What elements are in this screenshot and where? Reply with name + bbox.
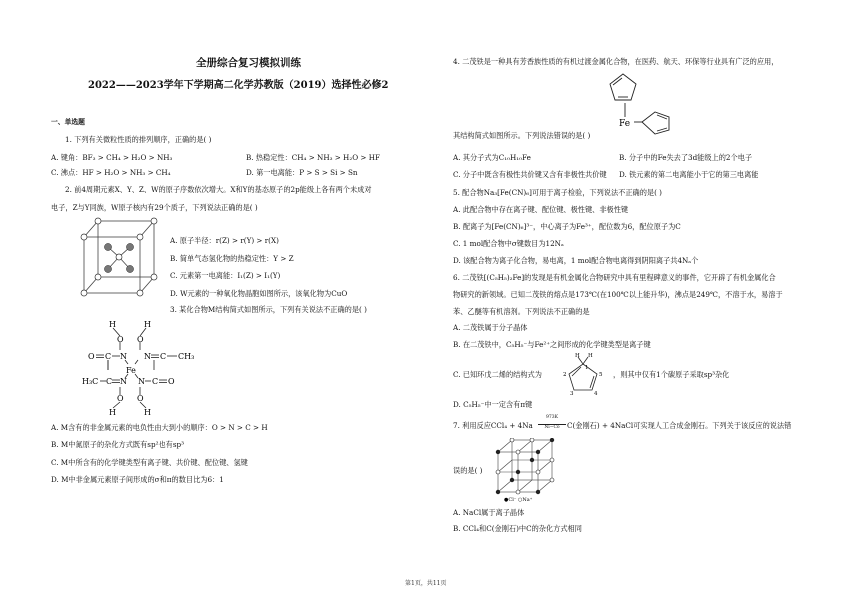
ring-h-left: H <box>575 353 580 359</box>
q2-stem-line1: 2. 前4周期元素X、Y、Z、W的原子序数依次增大。X和Y的基态原子的2p能级上各有两个未成对 <box>65 185 372 194</box>
m-o-top-left: O <box>117 335 124 344</box>
q5-stem: 5. 配合物Na₃[Fe(CN)₆]可用于离子检验，下列说法不正确的是( ) <box>453 188 662 197</box>
q1-option-b: B. 热稳定性：CH₄ > NH₃ > H₂O > HF <box>246 153 380 162</box>
m-n-bottom-right: N <box>138 377 145 386</box>
section-heading: 一、单选题 <box>51 118 85 126</box>
q7-option-b: B. CCl₄和C(金刚石)中C的杂化方式相同 <box>453 524 582 533</box>
ferrocene-structure <box>598 70 688 142</box>
ring-label-2: 2 <box>563 372 567 378</box>
q7-stem-line2: 误的是( ) <box>453 466 483 475</box>
q1-option-c: C. 沸点：HF > H₂O > NH₃ > CH₄ <box>51 168 171 177</box>
q3-option-a: A. M含有的非金属元素的电负性由大到小的顺序：O > N > C > H <box>51 423 268 432</box>
m-o-left: O <box>88 352 95 361</box>
m-h-bottom-right: H <box>144 408 151 417</box>
q6-option-c-prefix: C. 已知环戊二烯的结构式为 <box>453 370 542 379</box>
cyclopentadiene-structure <box>557 352 609 396</box>
q4-option-b: B. 分子中的Fe失去了3d能级上的2个电子 <box>619 153 753 162</box>
q3-option-d: D. M中非金属元素原子间形成的σ和π的数目比为6：1 <box>51 475 224 484</box>
q6-stem-line1: 6. 二茂铁[(C₅H₅)₂Fe]的发现是有机金属化合物研究中具有里程碑意义的事件，它开辟了有机金属化合 <box>453 273 776 282</box>
m-h-top-left: H <box>109 320 116 329</box>
q5-option-b: B. 配离子为[Fe(CN)₆]³⁻，中心离子为Fe³⁺，配位数为6，配位原子为C <box>453 222 681 231</box>
ring-label-4: 4 <box>594 391 598 396</box>
crystal-cell-figure <box>78 215 160 301</box>
m-n-top-right: N <box>144 352 151 361</box>
ring-label-3: 3 <box>570 391 574 396</box>
q2-option-b: B. 简单气态氢化物的热稳定性：Y > Z <box>170 254 294 263</box>
m-o-top-right: O <box>137 335 144 344</box>
nacl-cell-figure <box>494 438 568 502</box>
q2-option-c: C. 元素第一电离能：I₁(Z) > I₁(Y) <box>170 271 281 280</box>
q4-option-c: C. 分子中既含有极性共价键又含有非极性共价键 <box>453 170 607 179</box>
ring-label-5: 5 <box>599 372 603 378</box>
q4-option-a: A. 其分子式为C₁₀H₁₀Fe <box>453 153 531 162</box>
q7-option-a: A. NaCl属于离子晶体 <box>453 508 525 517</box>
compound-m-structure <box>80 318 230 418</box>
q2-option-d: D. W元素的一种氧化物晶胞如图所示，该氧化物为CuO <box>170 289 348 298</box>
m-o-bottom-right: O <box>137 394 144 403</box>
q7-stem-suffix: C(金刚石) + 4NaCl可实现人工合成金刚石。下列关于该反应的说法错 <box>567 421 792 430</box>
page-footer: 第1页，共11页 <box>405 580 447 587</box>
ferrocene-fe-label: Fe <box>619 119 631 129</box>
q1-stem: 1. 下列有关微粒性质的排列顺序，正确的是( ) <box>65 135 212 144</box>
q3-stem: 3. 某化合物M结构简式如图所示，下列有关说法不正确的是( ) <box>170 305 367 314</box>
m-c-right-top: C <box>160 352 167 361</box>
m-fe: Fe <box>126 366 136 375</box>
m-ch3-right: CH₃ <box>178 352 195 361</box>
q3-option-c: C. M中所含有的化学键类型有离子键、共价键、配位键、氢键 <box>51 458 248 467</box>
q1-option-d: D. 第一电离能：P > S > Si > Sn <box>246 168 358 177</box>
m-h3c-left: H₃C <box>82 377 99 386</box>
m-c-bottom-right: C <box>152 377 159 386</box>
page-subtitle: 2022——2023学年下学期高二化学苏教版（2019）选择性必修2 <box>88 80 389 91</box>
q6-stem-line2: 物研究的新领域。已知二茂铁的熔点是173℃(在100℃以上能升华)，沸点是249℃，不溶于水，易溶于 <box>453 290 783 299</box>
q3-option-b: B. M中氮原子的杂化方式既有sp²也有sp³ <box>51 440 184 449</box>
q6-option-d: D. C₅H₅⁻中一定含有π键 <box>453 400 533 409</box>
m-c-left: C <box>105 352 112 361</box>
m-h-top-right: H <box>144 320 151 329</box>
nacl-legend: ●Cl⁻ ○Na⁺ <box>504 497 533 502</box>
q2-option-a: A. 原子半径：r(Z) > r(Y) > r(X) <box>170 236 279 245</box>
q4-option-d: D. 铁元素的第二电离能小于它的第三电离能 <box>619 170 759 179</box>
q7-condition-bottom: Ni−Co <box>544 425 560 430</box>
m-c-bottom-left: C <box>106 377 113 386</box>
q7-condition-top: 973K <box>546 415 558 420</box>
ring-label-1: 1 <box>585 365 589 371</box>
q2-stem-line2: 电子，Z与Y同族，W原子核内有29个质子，下列说法正确的是( ) <box>51 203 258 212</box>
m-h-bottom-left: H <box>109 408 116 417</box>
q6-option-b: B. 在二茂铁中，C₅H₅⁻与Fe²⁺之间形成的化学键类型是离子键 <box>453 340 651 349</box>
q7-stem-prefix: 7. 利用反应CCl₄ + 4Na <box>453 421 533 430</box>
m-n-top-left: N <box>120 352 127 361</box>
q6-option-c-suffix: ，则其中仅有1个碳原子采取sp³杂化 <box>613 370 730 379</box>
q4-stem-line1: 4. 二茂铁是一种具有芳香族性质的有机过渡金属化合物，在医药、航天、环保等行业具有广泛的应用， <box>453 57 779 66</box>
ring-h-right: H <box>588 353 593 359</box>
q1-option-a: A. 键角：BF₃ > CH₄ > H₂O > NH₃ <box>51 153 173 162</box>
q5-option-c: C. 1 mol配合物中σ键数目为12Nₐ <box>453 239 564 248</box>
q6-stem-line3: 苯、乙醚等有机溶剂。下列说法不正确的是 <box>453 307 590 316</box>
m-n-bottom-left: N <box>120 377 127 386</box>
m-o-bottom-left: O <box>117 394 124 403</box>
q5-option-d: D. 该配合物为离子化合物，易电离，1 mol配合物电离得到阴阳离子共4Nₐ个 <box>453 256 699 265</box>
q5-option-a: A. 此配合物中存在离子键、配位键、极性键、非极性键 <box>453 205 629 214</box>
q4-stem-line2: 其结构简式如图所示。下列说法错误的是( ) <box>453 131 591 140</box>
m-o-right: O <box>168 377 175 386</box>
page-title: 全册综合复习模拟训练 <box>196 57 301 69</box>
q6-option-a: A. 二茂铁属于分子晶体 <box>453 323 528 332</box>
